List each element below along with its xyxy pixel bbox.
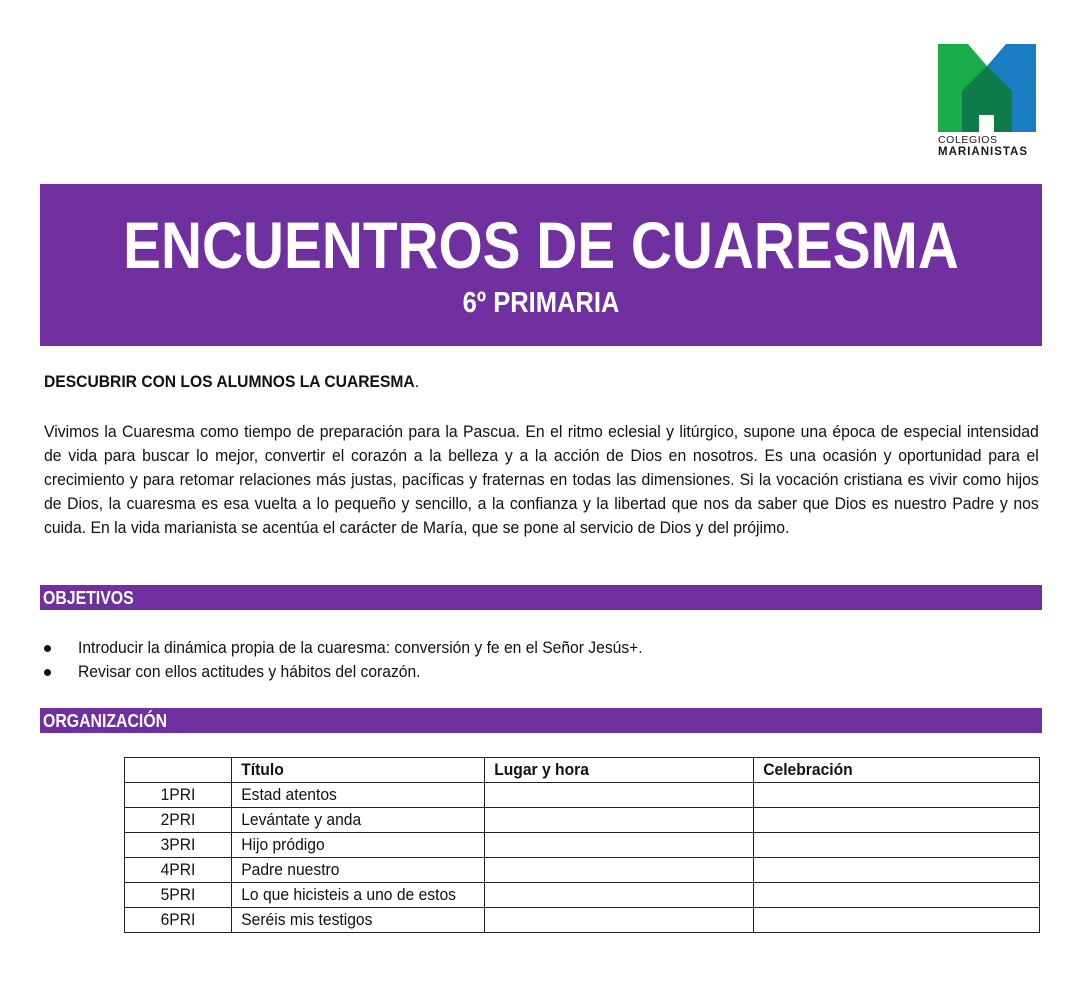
cell-lugar-hora[interactable] xyxy=(485,883,754,908)
cell-curso: 4PRI xyxy=(125,858,232,883)
intro-heading-text: DESCUBRIR CON LOS ALUMNOS LA CUARESMA xyxy=(44,372,415,391)
table-row xyxy=(125,883,1040,908)
table-row xyxy=(125,783,1040,808)
cell-lugar-hora[interactable] xyxy=(485,833,754,858)
section-header-objetivos xyxy=(40,585,1042,610)
title-banner xyxy=(40,184,1042,346)
section-title-organizacion: ORGANIZACIÓN xyxy=(43,711,168,731)
table-row xyxy=(125,858,1040,883)
logo-text-colegios: COLEGIOS xyxy=(938,134,998,146)
cell-curso: 5PRI xyxy=(125,883,232,908)
cell-celebracion[interactable] xyxy=(754,783,1040,808)
cell-lugar-hora[interactable] xyxy=(485,908,754,933)
table-row xyxy=(125,808,1040,833)
cell-celebracion[interactable] xyxy=(754,883,1040,908)
header-curso xyxy=(125,758,232,783)
logo-m-house-icon xyxy=(938,44,1036,132)
cell-titulo: Estad atentos xyxy=(232,783,485,808)
intro-heading-period: . xyxy=(414,372,420,391)
header-titulo: Título xyxy=(232,758,485,783)
cell-curso: 2PRI xyxy=(125,808,232,833)
page-subtitle: 6º PRIMARIA xyxy=(462,287,620,319)
cell-curso: 1PRI xyxy=(125,783,232,808)
colegios-marianistas-logo xyxy=(938,44,1038,160)
header-celebracion: Celebración xyxy=(754,758,1040,783)
section-title-objetivos: OBJETIVOS xyxy=(43,588,134,608)
bullet-icon xyxy=(44,645,51,652)
list-item-text: Revisar con ellos actitudes y hábitos del corazón. xyxy=(78,662,421,681)
cell-titulo: Hijo pródigo xyxy=(232,833,485,858)
cell-curso: 3PRI xyxy=(125,833,232,858)
table-row xyxy=(125,833,1040,858)
cell-lugar-hora[interactable] xyxy=(485,808,754,833)
cell-titulo: Seréis mis testigos xyxy=(232,908,485,933)
cell-celebracion[interactable] xyxy=(754,908,1040,933)
section-header-organizacion xyxy=(40,708,1042,733)
cell-celebracion[interactable] xyxy=(754,833,1040,858)
cell-lugar-hora[interactable] xyxy=(485,858,754,883)
cell-lugar-hora[interactable] xyxy=(485,783,754,808)
bullet-icon xyxy=(44,669,51,676)
intro-heading xyxy=(44,372,419,392)
cell-celebracion[interactable] xyxy=(754,858,1040,883)
table-header-row xyxy=(125,758,1040,783)
cell-titulo: Lo que hicisteis a uno de estos xyxy=(232,883,485,908)
intro-paragraph: Vivimos la Cuaresma como tiempo de preparación para la Pascua. En el ritmo eclesial y litúrgico, supone una época de especial intensidad de vida para buscar lo mejor, convertir el corazón a la belleza y a la acción de Dios en nosotros. Es una ocasión y oportunidad para el crecimiento y para retomar relaciones más justas, pacíficas y fraternas en todas las dimensiones. Si la vocación cristiana es vivir como hijos de Dios, la cuaresma es esa vuelta a lo pequeño y sencillo, a la confianza y la libertad que nos da saber que Dios es nuestro Padre y nos cuida. En la vida marianista se acentúa el carácter de María, que se pone al servicio de Dios y del prójimo. xyxy=(44,422,1039,537)
organizacion-table xyxy=(124,757,1040,933)
table-row xyxy=(125,908,1040,933)
cell-celebracion[interactable] xyxy=(754,808,1040,833)
header-lugar-hora: Lugar y hora xyxy=(485,758,754,783)
cell-curso: 6PRI xyxy=(125,908,232,933)
logo-text-marianistas: MARIANISTAS xyxy=(938,146,1029,158)
list-item-text: Introducir la dinámica propia de la cuaresma: conversión y fe en el Señor Jesús+. xyxy=(78,638,643,657)
cell-titulo: Levántate y anda xyxy=(232,808,485,833)
page-title: ENCUENTROS DE CUARESMA xyxy=(123,208,959,282)
cell-titulo: Padre nuestro xyxy=(232,858,485,883)
